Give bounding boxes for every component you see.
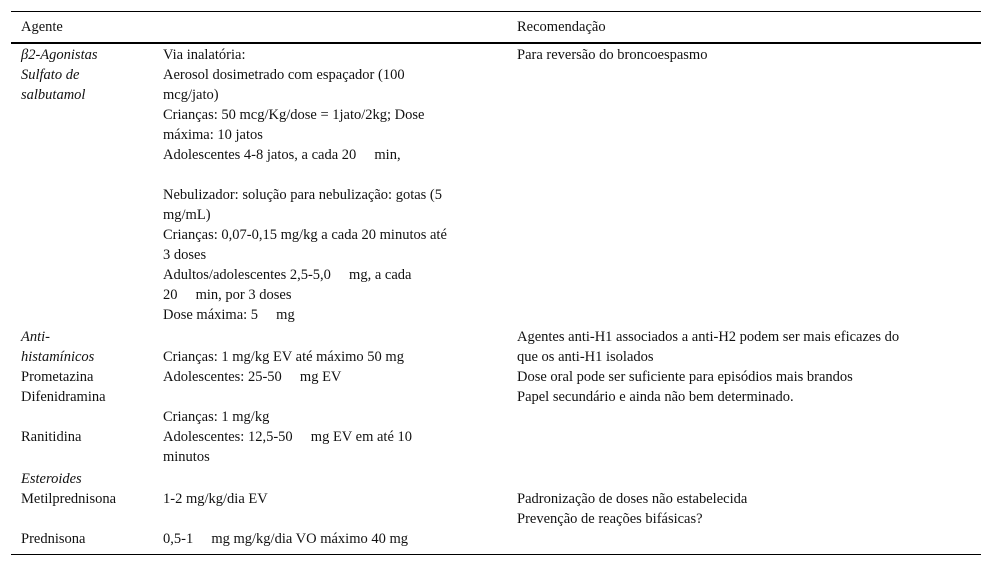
header-agent: Agente <box>21 19 63 35</box>
agent-promethazine: Prometazina <box>21 369 94 385</box>
dose-line: Crianças: 1 mg/kg <box>163 409 270 425</box>
dose-line: mcg/jato) <box>163 87 219 103</box>
dose-line: minutos <box>163 449 210 465</box>
dose-line: Adultos/adolescentes 2,5-5,0 mg, a cada <box>163 267 412 283</box>
agent-prednisone: Prednisona <box>21 531 86 547</box>
agent-ranitidine: Ranitidina <box>21 429 82 445</box>
agent-diphenhydramine: Difenidramina <box>21 389 106 405</box>
table-top-rule <box>11 11 981 12</box>
recommendation-line: Agentes anti-H1 associados a anti-H2 podem ser mais eficazes do <box>517 329 900 345</box>
dose-line: 20 min, por 3 doses <box>163 287 292 303</box>
dose-line: 0,5-1 mg mg/kg/dia VO máximo 40 mg <box>163 531 409 547</box>
agent-salbutamol-line1: Sulfato de <box>21 67 80 83</box>
header-recommendation: Recomendação <box>517 19 606 35</box>
dose-line: 1-2 mg/kg/dia EV <box>163 491 268 507</box>
dose-line: 3 doses <box>163 247 207 263</box>
agent-methylprednisolone: Metilprednisona <box>21 491 117 507</box>
dose-line: Adolescentes 4-8 jatos, a cada 20 min, <box>163 147 401 163</box>
table-header-rule <box>11 42 981 44</box>
table-bottom-rule <box>11 554 981 555</box>
recommendation-line: Dose oral pode ser suficiente para episódios mais brandos <box>517 369 853 385</box>
agent-steroids: Esteroides <box>21 471 82 487</box>
dose-line: mg/mL) <box>163 207 211 223</box>
dose-line: Crianças: 0,07-0,15 mg/kg a cada 20 minutos até <box>163 227 447 243</box>
dose-line: Crianças: 50 mcg/Kg/dose = 1jato/2kg; Dose <box>163 107 425 123</box>
agent-beta2: β2-Agonistas <box>21 47 98 63</box>
recommendation-line: Prevenção de reações bifásicas? <box>517 511 703 527</box>
recommendation-line: Para reversão do broncoespasmo <box>517 47 708 63</box>
dose-line: Dose máxima: 5 mg <box>163 307 295 323</box>
dose-line: Aerosol dosimetrado com espaçador (100 <box>163 67 405 83</box>
dose-line: máxima: 10 jatos <box>163 127 263 143</box>
agent-antihistamines-line2: histamínicos <box>21 349 95 365</box>
recommendation-line: Papel secundário e ainda não bem determinado. <box>517 389 794 405</box>
dose-line: Crianças: 1 mg/kg EV até máximo 50 mg <box>163 349 404 365</box>
agent-antihistamines-line1: Anti- <box>21 329 50 345</box>
agent-salbutamol-line2: salbutamol <box>21 87 86 103</box>
dose-line: Via inalatória: <box>163 47 246 63</box>
dose-line: Adolescentes: 25-50 mg EV <box>163 369 342 385</box>
dose-line: Adolescentes: 12,5-50 mg EV em até 10 <box>163 429 412 445</box>
recommendation-line: Padronização de doses não estabelecida <box>517 491 748 507</box>
dose-line: Nebulizador: solução para nebulização: gotas (5 <box>163 187 443 203</box>
recommendation-line: que os anti-H1 isolados <box>517 349 654 365</box>
